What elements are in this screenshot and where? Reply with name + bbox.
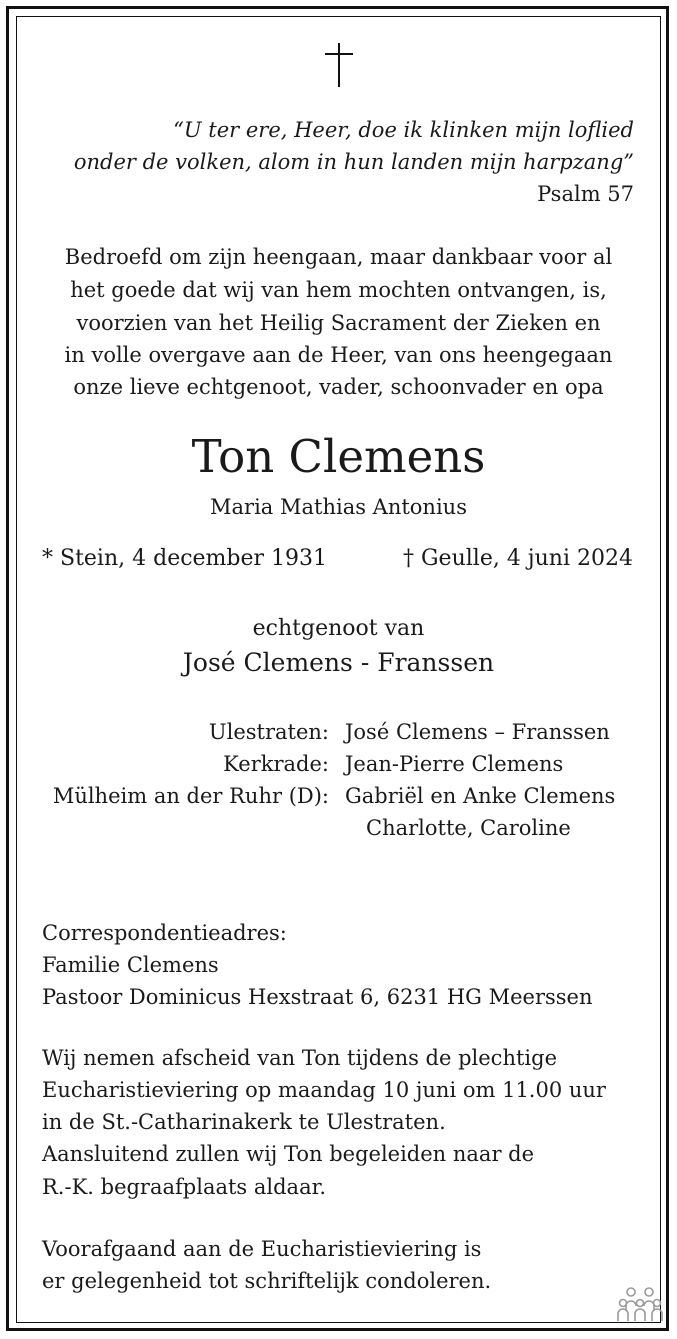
intro-line: in volle overgave aan de Heer, van ons heengegaan <box>64 343 613 367</box>
death-date: † Geulle, 4 juni 2024 <box>402 546 633 571</box>
grandchildren: Charlotte, Caroline <box>366 816 571 840</box>
deceased-name: Ton Clemens <box>191 430 486 483</box>
condolence-line: er gelegenheid tot schriftelijk condoleren. <box>42 1269 492 1293</box>
address-line: Pastoor Dominicus Hexstraat 6, 6231 HG Meerssen <box>42 985 593 1009</box>
intro-line: onze lieve echtgenoot, vader, schoonvader en opa <box>73 375 604 399</box>
quote-source: Psalm 57 <box>537 182 634 206</box>
intro-line: het goede dat wij van hem mochten ontvangen, is, <box>70 278 607 302</box>
condolence-line: Voorafgaand aan de Eucharistieviering is <box>42 1237 482 1261</box>
quote-line: onder de volken, alom in hun landen mijn harpzang” <box>73 150 634 174</box>
service-line: Wij nemen afscheid van Ton tijdens de plechtige <box>42 1046 557 1070</box>
address-line: Correspondentieadres: <box>42 921 287 945</box>
service-line: Aansluitend zullen wij Ton begeleiden naar de <box>42 1142 535 1166</box>
family-names: Gabriël en Anke Clemens <box>345 784 616 808</box>
family-names: José Clemens – Franssen <box>345 720 610 744</box>
cross-icon <box>322 42 356 88</box>
intro-line: Bedroefd om zijn heengaan, maar dankbaar voor al <box>64 245 613 269</box>
family-names: Jean-Pierre Clemens <box>345 752 564 776</box>
people-logo-icon <box>617 1285 663 1325</box>
quote-line: “U ter ere, Heer, doe ik klinken mijn loflied <box>173 118 634 142</box>
family-place: Mülheim an der Ruhr (D): <box>52 784 329 808</box>
address-line: Familie Clemens <box>42 953 219 977</box>
birth-date: * Stein, 4 december 1931 <box>42 546 328 571</box>
family-place: Kerkrade: <box>223 752 329 776</box>
service-line: in de St.-Catharinakerk te Ulestraten. <box>42 1110 446 1134</box>
service-line: R.-K. begraafplaats aldaar. <box>42 1175 327 1199</box>
intro-line: voorzien van het Heilig Sacrament der Zieken en <box>76 311 601 335</box>
service-line: Eucharistieviering op maandag 10 juni om 11.00 uur <box>42 1078 606 1102</box>
spouse-name: José Clemens - Franssen <box>182 648 495 677</box>
given-names: Maria Mathias Antonius <box>210 495 467 519</box>
family-place: Ulestraten: <box>208 720 329 744</box>
spouse-label: echtgenoot van <box>252 616 425 641</box>
